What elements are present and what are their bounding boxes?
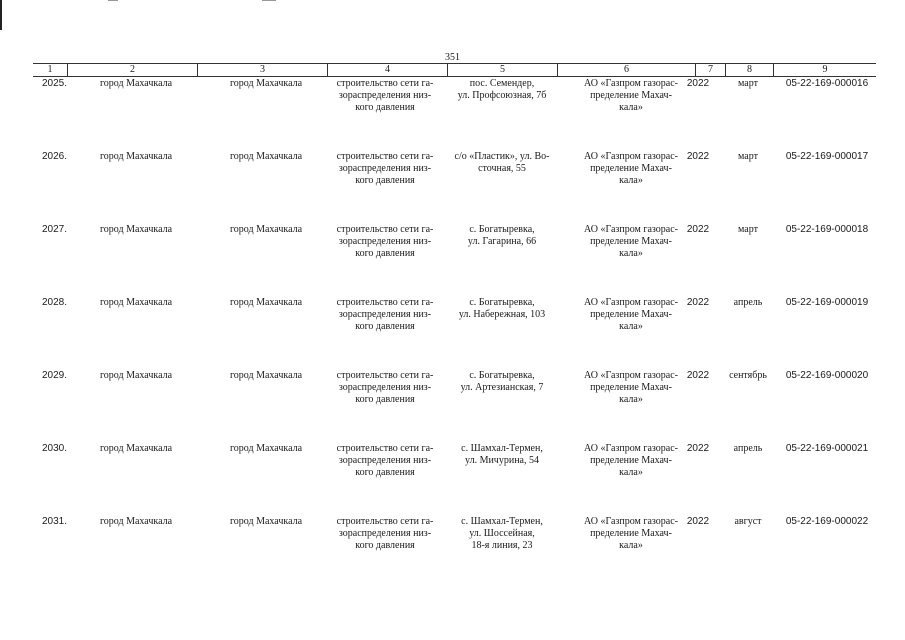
settlement-cell: город Махачкала <box>229 443 303 454</box>
year-cell: 2022 <box>686 370 710 381</box>
organization-cell: АО «Газпром газорас- пределение Махач- кала» <box>584 516 678 551</box>
organization-cell: АО «Газпром газорас- пределение Махач- кала» <box>584 224 678 259</box>
year-cell: 2022 <box>686 151 710 162</box>
column-header: 6 <box>557 64 695 76</box>
month-cell: сентябрь <box>729 370 767 381</box>
month-cell: март <box>738 224 758 235</box>
work-type-cell: строительство сети га- зораспределения низ- кого давления <box>336 78 434 113</box>
organization-cell: АО «Газпром газорас- пределение Махач- кала» <box>584 78 678 113</box>
code-cell: 05-22-169-000017 <box>785 151 869 162</box>
column-header: 7 <box>695 64 725 76</box>
table-row <box>33 224 876 294</box>
table-header-row <box>33 63 876 77</box>
code-cell: 05-22-169-000022 <box>785 516 869 527</box>
table-row <box>33 516 876 586</box>
settlement-cell: город Махачкала <box>229 370 303 381</box>
work-type-cell: строительство сети га- зораспределения низ- кого давления <box>336 443 434 478</box>
organization-cell: АО «Газпром газорас- пределение Махач- кала» <box>584 370 678 405</box>
month-cell: апрель <box>733 443 763 454</box>
table-row <box>33 370 876 440</box>
row-number: 2025. <box>41 78 67 89</box>
row-number: 2029. <box>41 370 67 381</box>
work-type-cell: строительство сети га- зораспределения низ- кого давления <box>336 151 434 186</box>
column-header: 2 <box>67 64 197 76</box>
month-cell: март <box>738 151 758 162</box>
month-cell: август <box>734 516 762 527</box>
column-header: 3 <box>197 64 327 76</box>
address-cell: с. Богатыревка, ул. Гагарина, 66 <box>467 224 537 247</box>
settlement-cell: город Махачкала <box>229 151 303 162</box>
year-cell: 2022 <box>686 443 710 454</box>
column-header: 9 <box>773 64 876 76</box>
address-cell: с. Богатыревка, ул. Набережная, 103 <box>458 297 546 320</box>
organization-cell: АО «Газпром газорас- пределение Махач- кала» <box>584 297 678 332</box>
row-number: 2030. <box>41 443 67 454</box>
district-cell: город Махачкала <box>99 370 173 381</box>
address-cell: с/о «Пластик», ул. Во- сточная, 55 <box>454 151 550 174</box>
district-cell: город Махачкала <box>99 297 173 308</box>
row-number: 2028. <box>41 297 67 308</box>
row-number: 2026. <box>41 151 67 162</box>
table-row <box>33 78 876 148</box>
work-type-cell: строительство сети га- зораспределения низ- кого давления <box>336 516 434 551</box>
scan-speck <box>262 0 276 1</box>
settlement-cell: город Махачкала <box>229 224 303 235</box>
column-header: 8 <box>725 64 773 76</box>
column-header: 4 <box>327 64 447 76</box>
month-cell: апрель <box>733 297 763 308</box>
work-type-cell: строительство сети га- зораспределения низ- кого давления <box>336 297 434 332</box>
code-cell: 05-22-169-000021 <box>785 443 869 454</box>
settlement-cell: город Махачкала <box>229 516 303 527</box>
year-cell: 2022 <box>686 297 710 308</box>
year-cell: 2022 <box>686 224 710 235</box>
district-cell: город Махачкала <box>99 151 173 162</box>
column-header: 5 <box>447 64 557 76</box>
district-cell: город Махачкала <box>99 224 173 235</box>
district-cell: город Махачкала <box>99 78 173 89</box>
work-type-cell: строительство сети га- зораспределения низ- кого давления <box>336 370 434 405</box>
organization-cell: АО «Газпром газорас- пределение Махач- кала» <box>584 151 678 186</box>
address-cell: с. Богатыревка, ул. Артезианская, 7 <box>460 370 544 393</box>
code-cell: 05-22-169-000019 <box>785 297 869 308</box>
district-cell: город Махачкала <box>99 443 173 454</box>
settlement-cell: город Махачкала <box>229 78 303 89</box>
table-row <box>33 151 876 221</box>
address-cell: пос. Семендер, ул. Профсоюзная, 7б <box>457 78 547 101</box>
scan-edge-mark <box>0 0 2 30</box>
work-type-cell: строительство сети га- зораспределения низ- кого давления <box>336 224 434 259</box>
year-cell: 2022 <box>686 516 710 527</box>
code-cell: 05-22-169-000016 <box>785 78 869 89</box>
table-row <box>33 443 876 513</box>
code-cell: 05-22-169-000020 <box>785 370 869 381</box>
page-number: 351 <box>445 52 460 63</box>
row-number: 2027. <box>41 224 67 235</box>
settlement-cell: город Махачкала <box>229 297 303 308</box>
month-cell: март <box>738 78 758 89</box>
scan-speck <box>108 0 118 1</box>
year-cell: 2022 <box>686 78 710 89</box>
row-number: 2031. <box>41 516 67 527</box>
table-row <box>33 297 876 367</box>
organization-cell: АО «Газпром газорас- пределение Махач- кала» <box>584 443 678 478</box>
address-cell: с. Шамхал-Термен, ул. Мичурина, 54 <box>461 443 543 466</box>
district-cell: город Махачкала <box>99 516 173 527</box>
column-header: 1 <box>47 64 53 75</box>
code-cell: 05-22-169-000018 <box>785 224 869 235</box>
address-cell: с. Шамхал-Термен, ул. Шоссейная, 18-я линия, 23 <box>461 516 543 551</box>
